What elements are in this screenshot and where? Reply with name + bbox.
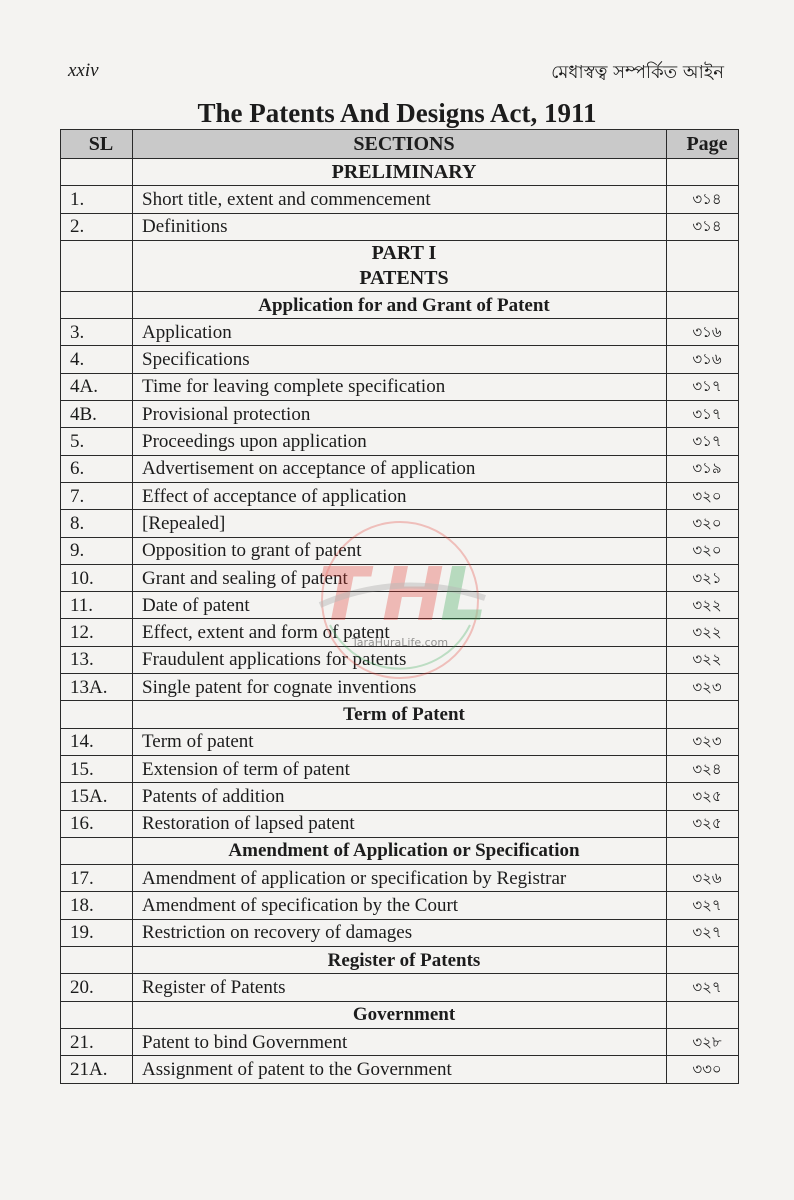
section-heading: Government [133,1001,667,1028]
section-cell: Single patent for cognate inventions [133,674,667,701]
page-title: The Patents And Designs Act, 1911 [197,98,597,128]
sl-cell: 7. [61,482,133,509]
sl-cell: 15. [61,755,133,782]
section-heading: Amendment of Application or Specification [133,837,667,864]
section-cell: Assignment of patent to the Government [133,1056,667,1083]
table-body [61,159,739,1084]
table-row [61,401,739,428]
empty-cell [667,701,739,728]
page-cell: ৩২২ [667,646,739,673]
svg-text:L: L [440,552,488,638]
section-cell: Grant and sealing of patent [133,564,667,591]
table-row [61,482,739,509]
empty-cell [667,837,739,864]
table-row [61,319,739,346]
sl-cell: 11. [61,592,133,619]
table-row [61,537,739,564]
section-heading-row [61,701,739,728]
sl-cell: 8. [61,510,133,537]
page-cell: ৩২৪ [667,755,739,782]
section-cell: Application [133,319,667,346]
page-number: xxiv [68,60,99,81]
section-cell: Short title, extent and commencement [133,186,667,213]
empty-cell [61,291,133,318]
page-cell: ৩২৬ [667,865,739,892]
section-heading-row [61,159,739,186]
page-cell: ৩২২ [667,592,739,619]
section-cell: Effect of acceptance of application [133,482,667,509]
table-row [61,1028,739,1055]
svg-text:H: H [382,552,444,638]
sl-cell: 4A. [61,373,133,400]
sl-cell: 21. [61,1028,133,1055]
column-header-page: Page [667,130,739,159]
section-cell: Provisional protection [133,401,667,428]
sl-cell: 5. [61,428,133,455]
table-row [61,810,739,837]
page-cell: ৩১৪ [667,213,739,240]
section-cell: Patent to bind Government [133,1028,667,1055]
empty-cell [667,947,739,974]
sl-cell: 3. [61,319,133,346]
sl-cell: 1. [61,186,133,213]
empty-cell [61,159,133,186]
page-cell: ৩২৫ [667,810,739,837]
table-row [61,510,739,537]
table-row [61,455,739,482]
page-cell: ৩২২ [667,619,739,646]
running-title: মেধাস্বত্ব সম্পর্কিত আইন [551,62,724,83]
sl-cell: 10. [61,564,133,591]
table-row [61,619,739,646]
empty-cell [667,291,739,318]
section-heading: Register of Patents [133,947,667,974]
table-row [61,186,739,213]
sl-cell: 21A. [61,1056,133,1083]
table-row [61,892,739,919]
section-heading-row [61,837,739,864]
sl-cell: 15A. [61,783,133,810]
svg-text:T: T [318,552,369,638]
page-cell: ৩৩০ [667,1056,739,1083]
table-row [61,974,739,1001]
sl-cell: 18. [61,892,133,919]
sl-cell: 17. [61,865,133,892]
sl-cell: 6. [61,455,133,482]
watermark-site: TaraHuraLife.com [351,636,449,649]
empty-cell [61,837,133,864]
table-row [61,1056,739,1083]
section-cell: Extension of term of patent [133,755,667,782]
section-cell: Time for leaving complete specification [133,373,667,400]
page-cell: ৩২৫ [667,783,739,810]
sl-cell: 4. [61,346,133,373]
page-cell: ৩২১ [667,564,739,591]
page-cell: ৩১৭ [667,401,739,428]
page-cell: ৩১৭ [667,373,739,400]
page-cell: ৩২০ [667,510,739,537]
sl-cell: 13A. [61,674,133,701]
sl-cell: 16. [61,810,133,837]
section-cell: Specifications [133,346,667,373]
empty-cell [667,240,739,291]
column-header-sections: SECTIONS [133,130,667,159]
section-heading-row [61,947,739,974]
section-cell: Restriction on recovery of damages [133,919,667,946]
section-cell: Amendment of specification by the Court [133,892,667,919]
part-heading-row [61,240,739,291]
page-cell: ৩১৯ [667,455,739,482]
section-heading-row [61,1001,739,1028]
page-cell: ৩১৬ [667,346,739,373]
section-cell: Restoration of lapsed patent [133,810,667,837]
page-cell: ৩২০ [667,537,739,564]
table-row [61,592,739,619]
empty-cell [667,159,739,186]
section-cell: Register of Patents [133,974,667,1001]
section-cell: [Repealed] [133,510,667,537]
table-row [61,728,739,755]
table-row [61,919,739,946]
sl-cell: 4B. [61,401,133,428]
empty-cell [667,1001,739,1028]
page-cell: ৩২৭ [667,892,739,919]
part-heading [133,240,667,291]
table-row [61,346,739,373]
sl-cell: 2. [61,213,133,240]
section-cell: Definitions [133,213,667,240]
table-row [61,564,739,591]
empty-cell [61,240,133,291]
table-row [61,373,739,400]
section-cell: Effect, extent and form of patent [133,619,667,646]
sl-cell: 20. [61,974,133,1001]
page-cell: ৩১৬ [667,319,739,346]
page-cell: ৩২৩ [667,728,739,755]
table-row [61,646,739,673]
page-cell: ৩২৭ [667,974,739,1001]
page-cell: ৩২৮ [667,1028,739,1055]
sl-cell: 9. [61,537,133,564]
sl-cell: 19. [61,919,133,946]
section-cell: Term of patent [133,728,667,755]
page-cell: ৩২০ [667,482,739,509]
sl-cell: 14. [61,728,133,755]
section-cell: Advertisement on acceptance of application [133,455,667,482]
table-row [61,755,739,782]
column-header-sl: SL [61,130,133,159]
section-cell: Fraudulent applications for patents [133,646,667,673]
part-number: PART I [371,241,437,264]
section-cell: Date of patent [133,592,667,619]
section-heading: PRELIMINARY [133,159,667,186]
table-row [61,674,739,701]
page-cell: ৩২৭ [667,919,739,946]
sl-cell: 12. [61,619,133,646]
part-title: PATENTS [359,266,449,289]
page-cell: ৩১৪ [667,186,739,213]
empty-cell [61,701,133,728]
table-row [61,428,739,455]
empty-cell [61,1001,133,1028]
section-heading: Application for and Grant of Patent [133,291,667,318]
section-cell: Opposition to grant of patent [133,537,667,564]
table-row [61,865,739,892]
contents-table [60,129,739,1084]
table-row [61,213,739,240]
section-cell: Patents of addition [133,783,667,810]
section-heading-row [61,291,739,318]
empty-cell [61,947,133,974]
section-heading: Term of Patent [133,701,667,728]
table-header-row [61,130,739,159]
sl-cell: 13. [61,646,133,673]
table-row [61,783,739,810]
page-cell: ৩১৭ [667,428,739,455]
page-cell: ৩২৩ [667,674,739,701]
section-cell: Amendment of application or specification by Registrar [133,865,667,892]
section-cell: Proceedings upon application [133,428,667,455]
